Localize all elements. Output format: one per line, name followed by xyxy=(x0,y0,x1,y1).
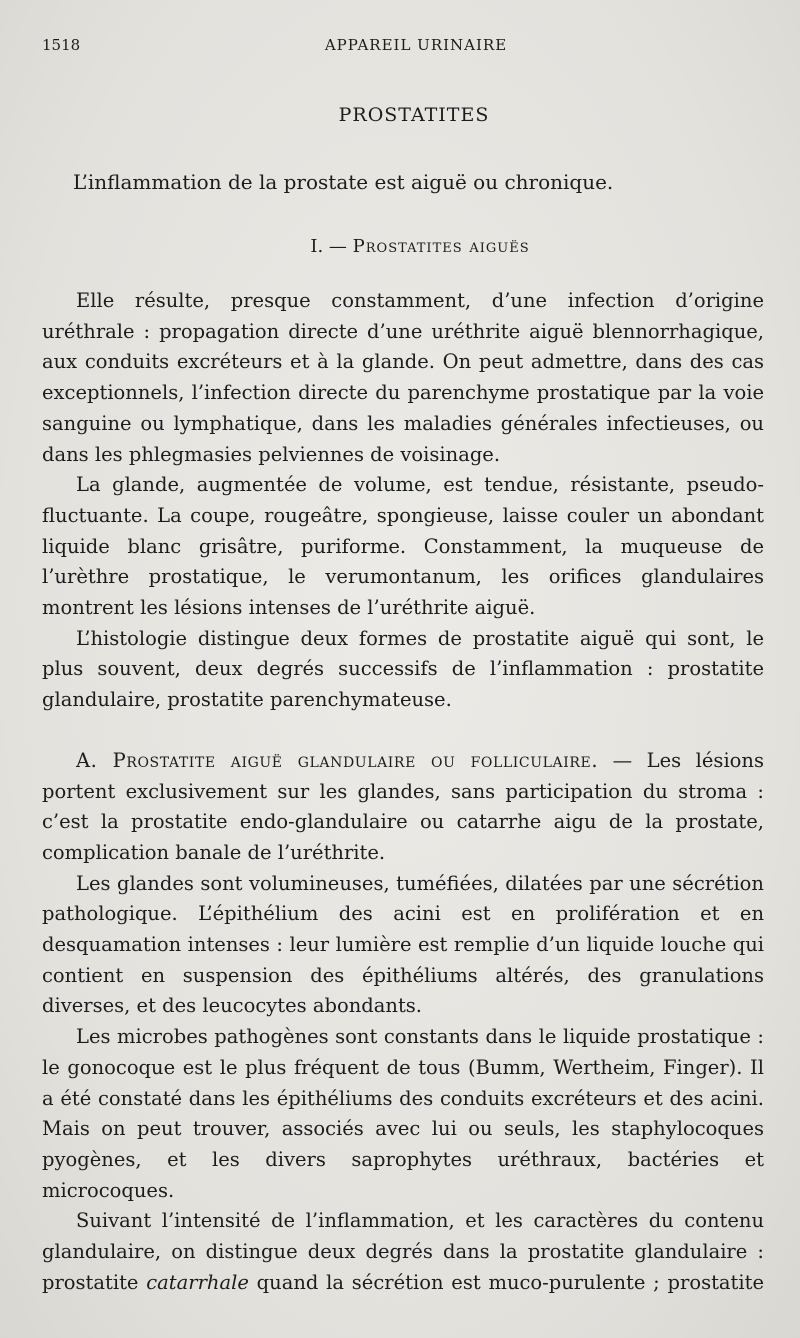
subsection-heading: A. Prostatite aiguë glandulaire ou folliculaire. xyxy=(76,748,599,772)
paragraph: La glande, augmentée de volume, est tendue, résistante, pseudo-fluctuante. La coupe, rougeâtre, spongieuse, laisse couler un abondant liquide blanc grisâtre, puriforme. Constamment, la muqueuse de l’urèthre prostatique, le verumontanum, les orifices glandulaires montrent les lésions intenses de l’uréthrite aiguë. xyxy=(42,473,764,620)
paragraph: Les glandes sont volumineuses, tuméfiées, dilatées par une sécrétion pathologique. L’épithélium des acini est en prolifération et en desquamation intenses : leur lumière est remplie d’un liquide louche qui contient en suspension des épithéliums altérés, des granulations diverses, et des leucocytes abondants. xyxy=(42,871,764,1018)
running-head xyxy=(42,36,760,60)
intro-sentence: L’inflammation de la prostate est aiguë ou chronique. xyxy=(73,170,614,194)
page-number: 1518 xyxy=(42,36,81,54)
paragraph: Les microbes pathogènes sont constants dans le liquide prostatique : le gonocoque est le plus fréquent de tous (Bumm, Wertheim, Finger). Il a été constaté dans les épithéliums des conduits excréteurs et des acini. Mais on peut trouver, associés avec lui ou seuls, les staphylocoques pyogènes, et les divers saprophytes uréthraux, bactéries et microcoques. xyxy=(42,1025,764,1202)
section-number: I. — xyxy=(310,236,347,257)
paragraph: L’histologie distingue deux formes de prostatite aiguë qui sont, le plus souvent, deux degrés successifs de l’inflammation : prostatite glandulaire, prostatite parenchymateuse. xyxy=(42,626,764,712)
last-paragraph-text: Suivant l’intensité de l’inflammation, et les caractères du contenu glandulaire, on distingue deux degrés dans la prostatite glandulaire : prostatite xyxy=(42,1209,764,1294)
last-paragraph xyxy=(42,1206,764,1298)
running-title: APPAREIL URINAIRE xyxy=(324,36,508,54)
italic-term: catarrhale xyxy=(146,1270,249,1294)
last-paragraph-tail: quand la sécrétion est muco-purulente ; prostatite xyxy=(248,1270,764,1294)
subsection-text: — Les lésions portent exclusivement sur les glandes, sans participation du stroma : c’est la prostatite endo-glandulaire ou catarrhe aigu de la prostate, complication banale de l’uréthrite. xyxy=(42,748,764,864)
paragraph: Elle résulte, presque constamment, d’une infection d’origine uréthrale : propagation directe d’une uréthrite aiguë blennorrhagique, aux conduits excréteurs et à la glande. On peut admettre, dans des cas exceptionnels, l’infection directe du parenchyme prostatique par la voie sanguine ou lymphatique, dans les maladies générales infectieuses, ou dans les phlegmasies pelviennes de voisinage. xyxy=(42,289,764,466)
section-heading xyxy=(0,236,800,257)
chapter-title: PROSTATITES xyxy=(338,104,490,126)
body-text xyxy=(42,286,764,1299)
paragraph-gap xyxy=(42,716,764,746)
subsection-paragraph xyxy=(42,746,764,869)
section-title: Prostatites aiguës xyxy=(352,236,530,257)
